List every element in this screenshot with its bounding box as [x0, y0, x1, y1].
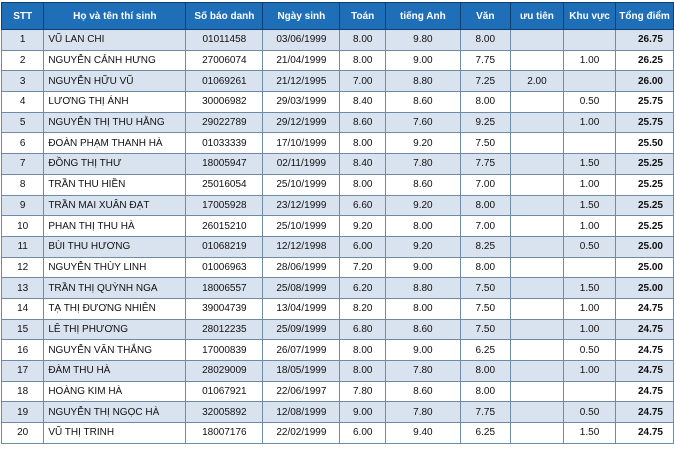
cell-priority-score [510, 92, 563, 113]
cell-candidate-number: 30006982 [186, 92, 263, 113]
cell-english-score: 8.60 [386, 381, 460, 402]
cell-region-score: 1.50 [563, 154, 615, 175]
cell-english-score: 9.20 [386, 236, 460, 257]
cell-birth-date: 13/04/1999 [263, 298, 340, 319]
cell-stt: 7 [2, 154, 44, 175]
cell-literature-score: 9.25 [460, 112, 510, 133]
cell-candidate-number: 18007176 [186, 423, 263, 444]
cell-full-name: TẠ THỊ ĐƯƠNG NHIÊN [44, 298, 186, 319]
cell-literature-score: 7.75 [460, 50, 510, 71]
cell-total-score: 25.00 [616, 257, 674, 278]
cell-total-score: 24.75 [616, 423, 674, 444]
cell-full-name: NGUYỄN THỊ THU HẰNG [44, 112, 186, 133]
header-literature-score: Văn [460, 3, 510, 30]
cell-total-score: 25.75 [616, 92, 674, 113]
cell-candidate-number: 28012235 [186, 319, 263, 340]
cell-english-score: 8.00 [386, 216, 460, 237]
cell-math-score: 8.00 [340, 133, 386, 154]
cell-stt: 13 [2, 278, 44, 299]
cell-birth-date: 12/12/1998 [263, 236, 340, 257]
cell-region-score: 0.50 [563, 402, 615, 423]
cell-english-score: 9.20 [386, 195, 460, 216]
cell-birth-date: 25/09/1999 [263, 319, 340, 340]
cell-full-name: NGUYỄN VĂN THẮNG [44, 340, 186, 361]
cell-english-score: 9.20 [386, 133, 460, 154]
cell-literature-score: 8.00 [460, 92, 510, 113]
cell-full-name: NGUYỄN THÙY LINH [44, 257, 186, 278]
cell-total-score: 26.25 [616, 50, 674, 71]
cell-priority-score [510, 133, 563, 154]
cell-math-score: 8.00 [340, 50, 386, 71]
cell-literature-score: 8.00 [460, 257, 510, 278]
cell-math-score: 6.00 [340, 423, 386, 444]
cell-math-score: 8.00 [340, 340, 386, 361]
table-row [2, 236, 674, 257]
cell-region-score: 1.50 [563, 195, 615, 216]
cell-birth-date: 22/02/1999 [263, 423, 340, 444]
cell-total-score: 26.75 [616, 30, 674, 51]
cell-full-name: LÊ THỊ PHƯƠNG [44, 319, 186, 340]
cell-english-score: 7.80 [386, 361, 460, 382]
header-region-score: Khu vực [563, 3, 615, 30]
cell-full-name: NGUYỄN HỮU VŨ [44, 71, 186, 92]
cell-full-name: LƯƠNG THỊ ÁNH [44, 92, 186, 113]
cell-math-score: 7.20 [340, 257, 386, 278]
cell-birth-date: 25/10/1999 [263, 174, 340, 195]
cell-stt: 17 [2, 361, 44, 382]
cell-birth-date: 12/08/1999 [263, 402, 340, 423]
cell-region-score [563, 381, 615, 402]
cell-priority-score [510, 340, 563, 361]
header-english-score: tiếng Anh [386, 3, 460, 30]
cell-region-score: 0.50 [563, 92, 615, 113]
header-row [2, 3, 674, 30]
cell-stt: 12 [2, 257, 44, 278]
cell-priority-score [510, 50, 563, 71]
cell-math-score: 6.00 [340, 236, 386, 257]
cell-stt: 9 [2, 195, 44, 216]
cell-stt: 8 [2, 174, 44, 195]
header-birth-date: Ngày sinh [263, 3, 340, 30]
cell-region-score: 1.00 [563, 174, 615, 195]
cell-region-score: 1.00 [563, 112, 615, 133]
cell-candidate-number: 01033339 [186, 133, 263, 154]
cell-birth-date: 18/05/1999 [263, 361, 340, 382]
cell-birth-date: 03/06/1999 [263, 30, 340, 51]
cell-full-name: NGUYỄN CẢNH HƯNG [44, 50, 186, 71]
cell-full-name: VŨ THỊ TRINH [44, 423, 186, 444]
cell-full-name: ĐÀM THU HÀ [44, 361, 186, 382]
table-row [2, 112, 674, 133]
cell-literature-score: 8.00 [460, 381, 510, 402]
cell-english-score: 9.80 [386, 30, 460, 51]
cell-region-score: 0.50 [563, 340, 615, 361]
score-table-container [1, 2, 674, 444]
cell-stt: 10 [2, 216, 44, 237]
cell-literature-score: 7.50 [460, 278, 510, 299]
cell-candidate-number: 18005947 [186, 154, 263, 175]
cell-stt: 4 [2, 92, 44, 113]
cell-english-score: 9.00 [386, 257, 460, 278]
cell-english-score: 7.60 [386, 112, 460, 133]
score-table [1, 2, 674, 444]
cell-english-score: 8.60 [386, 319, 460, 340]
cell-birth-date: 25/10/1999 [263, 216, 340, 237]
cell-region-score: 1.00 [563, 361, 615, 382]
cell-full-name: TRẦN THỊ QUỲNH NGA [44, 278, 186, 299]
table-row [2, 319, 674, 340]
table-body [2, 30, 674, 444]
cell-english-score: 7.80 [386, 402, 460, 423]
table-row [2, 174, 674, 195]
cell-full-name: TRẦN MAI XUÂN ĐẠT [44, 195, 186, 216]
cell-priority-score [510, 30, 563, 51]
cell-candidate-number: 01067921 [186, 381, 263, 402]
cell-candidate-number: 39004739 [186, 298, 263, 319]
table-row [2, 298, 674, 319]
header-full-name: Họ và tên thí sinh [44, 3, 186, 30]
cell-candidate-number: 01069261 [186, 71, 263, 92]
cell-literature-score: 8.00 [460, 361, 510, 382]
cell-total-score: 24.75 [616, 319, 674, 340]
cell-stt: 6 [2, 133, 44, 154]
cell-literature-score: 6.25 [460, 423, 510, 444]
cell-birth-date: 21/04/1999 [263, 50, 340, 71]
cell-literature-score: 8.25 [460, 236, 510, 257]
table-row [2, 30, 674, 51]
cell-math-score: 8.00 [340, 174, 386, 195]
cell-math-score: 8.40 [340, 92, 386, 113]
table-row [2, 361, 674, 382]
table-row [2, 257, 674, 278]
cell-literature-score: 6.25 [460, 340, 510, 361]
table-row [2, 423, 674, 444]
cell-total-score: 25.00 [616, 278, 674, 299]
cell-region-score: 1.00 [563, 50, 615, 71]
header-stt: STT [2, 3, 44, 30]
cell-stt: 11 [2, 236, 44, 257]
cell-stt: 2 [2, 50, 44, 71]
cell-candidate-number: 25016054 [186, 174, 263, 195]
cell-birth-date: 21/12/1995 [263, 71, 340, 92]
cell-candidate-number: 01006963 [186, 257, 263, 278]
cell-stt: 14 [2, 298, 44, 319]
cell-region-score: 1.00 [563, 319, 615, 340]
cell-total-score: 25.75 [616, 112, 674, 133]
cell-english-score: 8.60 [386, 174, 460, 195]
cell-birth-date: 23/12/1999 [263, 195, 340, 216]
table-row [2, 381, 674, 402]
cell-candidate-number: 17005928 [186, 195, 263, 216]
cell-total-score: 24.75 [616, 381, 674, 402]
cell-stt: 1 [2, 30, 44, 51]
cell-birth-date: 17/10/1999 [263, 133, 340, 154]
cell-full-name: PHAN THỊ THU HÀ [44, 216, 186, 237]
cell-region-score [563, 71, 615, 92]
cell-full-name: HOÀNG KIM HÀ [44, 381, 186, 402]
cell-birth-date: 29/03/1999 [263, 92, 340, 113]
cell-english-score: 9.00 [386, 340, 460, 361]
cell-priority-score [510, 319, 563, 340]
cell-literature-score: 8.00 [460, 195, 510, 216]
cell-priority-score [510, 298, 563, 319]
cell-candidate-number: 18006557 [186, 278, 263, 299]
cell-total-score: 24.75 [616, 402, 674, 423]
cell-total-score: 25.25 [616, 216, 674, 237]
cell-total-score: 24.75 [616, 298, 674, 319]
cell-priority-score [510, 236, 563, 257]
cell-region-score: 1.50 [563, 278, 615, 299]
cell-full-name: TRẦN THU HIỀN [44, 174, 186, 195]
cell-english-score: 8.80 [386, 278, 460, 299]
cell-birth-date: 29/12/1999 [263, 112, 340, 133]
cell-candidate-number: 01011458 [186, 30, 263, 51]
header-math-score: Toán [340, 3, 386, 30]
cell-candidate-number: 17000839 [186, 340, 263, 361]
cell-math-score: 8.20 [340, 298, 386, 319]
cell-total-score: 25.25 [616, 195, 674, 216]
cell-total-score: 25.50 [616, 133, 674, 154]
cell-math-score: 8.00 [340, 361, 386, 382]
table-row [2, 71, 674, 92]
header-candidate-number: Số báo danh [186, 3, 263, 30]
cell-math-score: 6.20 [340, 278, 386, 299]
table-row [2, 278, 674, 299]
cell-region-score [563, 257, 615, 278]
cell-total-score: 26.00 [616, 71, 674, 92]
cell-priority-score [510, 423, 563, 444]
cell-birth-date: 02/11/1999 [263, 154, 340, 175]
cell-stt: 19 [2, 402, 44, 423]
cell-math-score: 6.60 [340, 195, 386, 216]
cell-stt: 5 [2, 112, 44, 133]
header-total-score: Tổng điểm [616, 3, 674, 30]
cell-candidate-number: 29022789 [186, 112, 263, 133]
table-row [2, 216, 674, 237]
cell-literature-score: 7.00 [460, 174, 510, 195]
cell-priority-score [510, 174, 563, 195]
table-row [2, 50, 674, 71]
cell-english-score: 8.60 [386, 92, 460, 113]
cell-region-score: 0.50 [563, 236, 615, 257]
cell-stt: 15 [2, 319, 44, 340]
cell-full-name: NGUYỄN THỊ NGỌC HÀ [44, 402, 186, 423]
cell-stt: 16 [2, 340, 44, 361]
cell-birth-date: 25/08/1999 [263, 278, 340, 299]
cell-total-score: 25.00 [616, 236, 674, 257]
cell-literature-score: 8.00 [460, 30, 510, 51]
cell-math-score: 8.00 [340, 30, 386, 51]
cell-birth-date: 22/06/1997 [263, 381, 340, 402]
cell-priority-score [510, 381, 563, 402]
cell-candidate-number: 32005892 [186, 402, 263, 423]
cell-stt: 20 [2, 423, 44, 444]
table-row [2, 92, 674, 113]
cell-literature-score: 7.50 [460, 319, 510, 340]
cell-candidate-number: 26015210 [186, 216, 263, 237]
table-row [2, 154, 674, 175]
cell-literature-score: 7.50 [460, 298, 510, 319]
cell-priority-score [510, 216, 563, 237]
table-row [2, 402, 674, 423]
cell-math-score: 8.40 [340, 154, 386, 175]
table-row [2, 195, 674, 216]
cell-region-score: 1.00 [563, 298, 615, 319]
cell-priority-score [510, 257, 563, 278]
cell-full-name: ĐỒNG THỊ THƯ [44, 154, 186, 175]
cell-priority-score [510, 278, 563, 299]
cell-total-score: 25.25 [616, 154, 674, 175]
cell-region-score: 1.00 [563, 216, 615, 237]
cell-english-score: 8.80 [386, 71, 460, 92]
header-priority-score: ưu tiên [510, 3, 563, 30]
cell-birth-date: 26/07/1999 [263, 340, 340, 361]
cell-region-score [563, 133, 615, 154]
cell-english-score: 8.00 [386, 298, 460, 319]
cell-math-score: 7.80 [340, 381, 386, 402]
cell-literature-score: 7.75 [460, 154, 510, 175]
cell-priority-score [510, 361, 563, 382]
cell-math-score: 8.60 [340, 112, 386, 133]
cell-priority-score [510, 112, 563, 133]
cell-stt: 18 [2, 381, 44, 402]
cell-region-score [563, 30, 615, 51]
cell-math-score: 6.80 [340, 319, 386, 340]
cell-priority-score [510, 195, 563, 216]
cell-birth-date: 28/06/1999 [263, 257, 340, 278]
cell-candidate-number: 27006074 [186, 50, 263, 71]
cell-english-score: 9.00 [386, 50, 460, 71]
cell-priority-score: 2.00 [510, 71, 563, 92]
cell-total-score: 24.75 [616, 340, 674, 361]
cell-literature-score: 7.75 [460, 402, 510, 423]
cell-full-name: ĐOÀN PHẠM THANH HÀ [44, 133, 186, 154]
cell-literature-score: 7.25 [460, 71, 510, 92]
cell-candidate-number: 01068219 [186, 236, 263, 257]
cell-candidate-number: 28029009 [186, 361, 263, 382]
cell-english-score: 7.80 [386, 154, 460, 175]
cell-literature-score: 7.50 [460, 133, 510, 154]
cell-priority-score [510, 402, 563, 423]
cell-full-name: BÙI THU HƯƠNG [44, 236, 186, 257]
cell-priority-score [510, 154, 563, 175]
cell-math-score: 9.00 [340, 402, 386, 423]
cell-literature-score: 7.00 [460, 216, 510, 237]
cell-math-score: 7.00 [340, 71, 386, 92]
cell-full-name: VŨ LAN CHI [44, 30, 186, 51]
cell-english-score: 9.40 [386, 423, 460, 444]
table-row [2, 340, 674, 361]
cell-total-score: 24.75 [616, 361, 674, 382]
cell-region-score: 1.50 [563, 423, 615, 444]
cell-math-score: 9.20 [340, 216, 386, 237]
cell-total-score: 25.25 [616, 174, 674, 195]
cell-stt: 3 [2, 71, 44, 92]
table-row [2, 133, 674, 154]
